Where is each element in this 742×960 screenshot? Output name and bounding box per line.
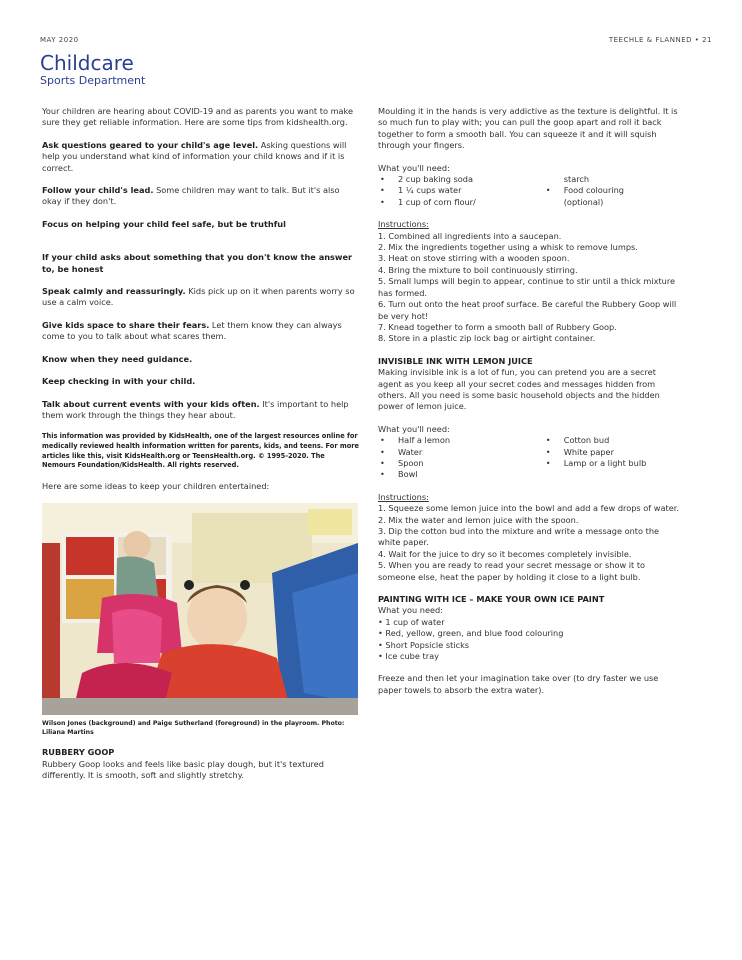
need-label: What you'll need: [378, 423, 450, 434]
article-header [40, 52, 145, 88]
step-item: 3. Heat on stove stirring with a wooden spoon. [378, 253, 570, 264]
step-item: 5. Small lumps will begin to appear, continue to stir until a thick mixture has formed. [378, 276, 676, 298]
list-item: • Short Popsicle sticks [378, 639, 470, 650]
tip-text: Some children may want to talk. But it's also okay if they don't. [42, 185, 340, 207]
tip-heading: Ask questions geared to your child's age level. [42, 139, 259, 150]
right-column [378, 106, 680, 707]
tip-text: It's important to help them work through the things they hear about. [42, 398, 349, 420]
materials-column [378, 435, 534, 481]
step-item: 2. Mix the water and lemon juice with the spoon. [378, 514, 579, 525]
list-item: • Lamp or a light bulb [544, 458, 680, 469]
list-item: • Red, yellow, green, and blue food colouring [378, 628, 564, 639]
list-item: • Bowl [378, 469, 534, 480]
children-playroom-photo [42, 503, 358, 715]
tip-heading: Follow your child's lead. [42, 185, 154, 196]
need-label: What you need: [378, 605, 443, 616]
tip-heading: Speak calmly and reassuringly. [42, 286, 186, 297]
step-item: 1. Squeeze some lemon juice into the bowl and add a few drops of water. [378, 503, 679, 514]
tip-text: Let them know they can always come to you to talk about what scares them. [42, 319, 342, 342]
list-item: • 2 cup baking soda [378, 174, 534, 185]
tip-heading: Give kids space to share their fears. [42, 319, 210, 330]
paint-paragraph: Freeze and then let your imagination take over (to dry faster we use paper towels to absorb the extra water). [378, 673, 659, 695]
list-item: • 1 cup of corn flour/ [378, 197, 534, 208]
source-note: This information was provided by KidsHealth, one of the largest resources online for medically reviewed health information written for parents, kids, and teens. For more articles like this, visit KidsHealth.org or TeensHealth.org. © 1995-2020. The Nemours Foundation/KidsHealth. All rights reserved. [42, 432, 359, 470]
tip-paragraph [42, 354, 360, 365]
step-item: 2. Mix the ingredients together using a whisk to remove lumps. [378, 242, 638, 253]
ingredients-column [378, 174, 534, 208]
list-item: • 1 ¼ cups water [378, 185, 534, 196]
tip-text: Asking questions will help you understand what kind of information your child knows and if it is correct. [42, 139, 347, 173]
step-item: 5. When you are ready to read your secret message or show it to someone else, heat the paper by holding it close to a light bulb. [378, 560, 646, 582]
intro-paragraph: Your children are hearing about COVID-19 and as parents you want to make sure they get reliable information. Here are some tips from kidshealth.org. [42, 106, 354, 128]
instructions-label: Instructions: [378, 491, 429, 502]
ink-paragraph: Making invisible ink is a lot of fun, you can pretend you are a secret agent as you keep all your secret codes and messages hidden from others. All you need is some basic household objects and the hidden power of lemon juice. [378, 367, 660, 412]
step-item: 3. Dip the cotton bud into the mixture and write a message onto the white paper. [378, 526, 660, 548]
tip-heading: Know when they need guidance. [42, 353, 193, 364]
step-item: 1. Combined all ingredients into a saucepan. [378, 230, 562, 241]
section-heading-rubbery-goop: RUBBERY GOOP [42, 747, 115, 758]
list-item: • 1 cup of water [378, 616, 445, 627]
article-title: Childcare [40, 51, 134, 75]
goop-paragraph: Rubbery Goop looks and feels like basic play dough, but it's textured differently. It is smooth, soft and slightly stretchy. [42, 758, 324, 780]
list-item: • Ice cube tray [378, 651, 439, 662]
step-item: 4. Wait for the juice to dry so it becomes completely invisible. [378, 548, 632, 559]
tip-paragraph [42, 376, 360, 387]
tip-text: Kids pick up on it when parents worry so use a calm voice. [42, 286, 355, 308]
issue-date: MAY 2020 [40, 36, 79, 44]
article-subtitle: Sports Department [40, 74, 146, 87]
ink-steps [378, 503, 680, 583]
list-item: • Water [378, 447, 534, 458]
list-item: (optional) [563, 196, 604, 207]
tip-heading: Focus on helping your child feel safe, but be truthful [42, 218, 286, 229]
paint-materials [378, 617, 680, 663]
tip-heading: Keep checking in with your child. [42, 376, 196, 387]
list-item: • Spoon [378, 458, 534, 469]
goop-steps [378, 231, 680, 345]
ideas-intro: Here are some ideas to keep your children entertained: [42, 480, 270, 491]
step-item: 7. Knead together to form a smooth ball of Rubbery Goop. [378, 321, 617, 332]
goop-continued-paragraph: Moulding it in the hands is very addictive as the texture is delightful. It is so much fun to play with; you can pull the goop apart and roll it back together to form a smooth ball. You can squeeze it and it will squish through your fingers. [378, 106, 678, 151]
list-item: • White paper [544, 447, 680, 458]
section-heading-ice-paint: PAINTING WITH ICE – MAKE YOUR OWN ICE PAINT [378, 594, 605, 605]
list-item: • Half a lemon [378, 435, 534, 446]
step-item: 8. Store in a plastic zip lock bag or airtight container. [378, 333, 596, 344]
list-item: • Food colouring [544, 185, 680, 196]
tip-paragraph [42, 252, 360, 275]
page-section-label: TEECHLE & FLANNED • 21 [608, 36, 712, 44]
ingredients-column [544, 174, 680, 208]
tip-heading: If your child asks about something that you don't know the answer to, be honest [42, 252, 353, 274]
ink-materials [378, 435, 680, 481]
tip-paragraph [42, 286, 360, 309]
tip-paragraph [42, 185, 360, 208]
tip-paragraph [42, 399, 360, 422]
instructions-label: Instructions: [378, 219, 429, 230]
list-item: • Cotton bud [544, 435, 680, 446]
left-column [42, 106, 360, 792]
section-heading-invisible-ink: INVISIBLE INK WITH LEMON JUICE [378, 355, 533, 366]
step-item: 6. Turn out onto the heat proof surface. Be careful the Rubbery Goop will be very hot! [378, 299, 677, 321]
tip-paragraph [42, 320, 360, 343]
step-item: 4. Bring the mixture to boil continuously stirring. [378, 264, 578, 275]
list-item: starch [563, 174, 590, 185]
photo-illustration [42, 503, 358, 715]
running-head [40, 36, 712, 48]
tip-heading: Talk about current events with your kids often. [42, 398, 260, 409]
tip-paragraph [42, 140, 360, 174]
goop-ingredients [378, 174, 680, 208]
tip-paragraph [42, 219, 360, 230]
photo-caption: Wilson Jones (background) and Paige Sutherland (foreground) in the playroom. Photo: Liliana Martins [42, 720, 345, 737]
need-label: What you'll need: [378, 162, 450, 173]
materials-column [544, 435, 680, 481]
